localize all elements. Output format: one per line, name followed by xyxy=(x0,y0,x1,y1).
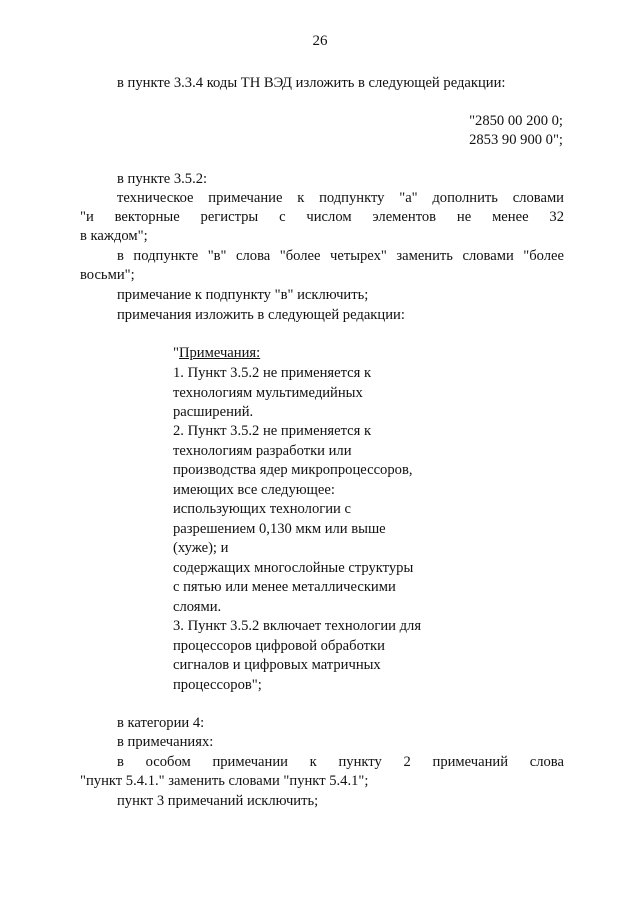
notes-line: 2. Пункт 3.5.2 не применяется к xyxy=(173,423,372,439)
special-note-line-1: в особом примечании к пункту 2 примечаний слова xyxy=(117,754,564,770)
notes-line: содержащих многослойные структуры xyxy=(173,560,414,576)
notes-line: 3. Пункт 3.5.2 включает технологии для xyxy=(173,618,422,634)
tech-note-line-3: в каждом"; xyxy=(80,228,148,244)
special-note-line-2: "пункт 5.4.1." заменить словами "пункт 5.4.1"; xyxy=(80,773,369,789)
subpoint-v-line-1: в подпункте "в" слова "более четырех" заменить словами "более xyxy=(117,248,564,264)
point3-exclude: пункт 3 примечаний исключить; xyxy=(117,793,319,809)
notes-line: 1. Пункт 3.5.2 не применяется к xyxy=(173,365,372,381)
notes-line: процессоров цифровой обработки xyxy=(173,638,385,654)
notes-line: использующих технологии с xyxy=(173,501,351,517)
notes-open-quote: " xyxy=(173,345,179,361)
notes-line: слоями. xyxy=(173,599,222,615)
tech-note-line-2: "и векторные регистры с числом элементов не менее 32 xyxy=(80,209,564,225)
notes-line: сигналов и цифровых матричных xyxy=(173,657,381,673)
notes-line: (хуже); и xyxy=(173,540,229,556)
notes-title-text: Примечания: xyxy=(178,345,261,361)
paragraph-352-heading: в пункте 3.5.2: xyxy=(117,171,208,187)
category-4-heading: в категории 4: xyxy=(117,715,205,731)
notes-line: имеющих все следующее: xyxy=(173,482,335,498)
page-number: 26 xyxy=(312,33,328,49)
subpoint-v-line-2: восьми"; xyxy=(80,267,135,283)
notes-line: процессоров"; xyxy=(173,677,262,693)
in-notes-heading: в примечаниях: xyxy=(117,734,214,750)
notes-line: производства ядер микропроцессоров, xyxy=(173,462,413,478)
code-line-1: "2850 00 200 0; xyxy=(469,113,563,129)
notes-intro: примечания изложить в следующей редакции: xyxy=(117,307,405,323)
note-v-exclude: примечание к подпункту "в" исключить; xyxy=(117,287,369,303)
code-line-2: 2853 90 900 0"; xyxy=(469,132,563,148)
notes-title xyxy=(173,344,640,362)
notes-line: технологиям мультимедийных xyxy=(173,385,363,401)
notes-line: технологиям разработки или xyxy=(173,443,352,459)
tech-note-line-1: техническое примечание к подпункту "а" дополнить словами xyxy=(117,190,564,206)
notes-line: разрешением 0,130 мкм или выше xyxy=(173,521,386,537)
notes-line: расширений. xyxy=(173,404,254,420)
notes-line: с пятью или менее металлическими xyxy=(173,579,396,595)
paragraph-codes-intro: в пункте 3.3.4 коды ТН ВЭД изложить в следующей редакции: xyxy=(117,75,506,91)
